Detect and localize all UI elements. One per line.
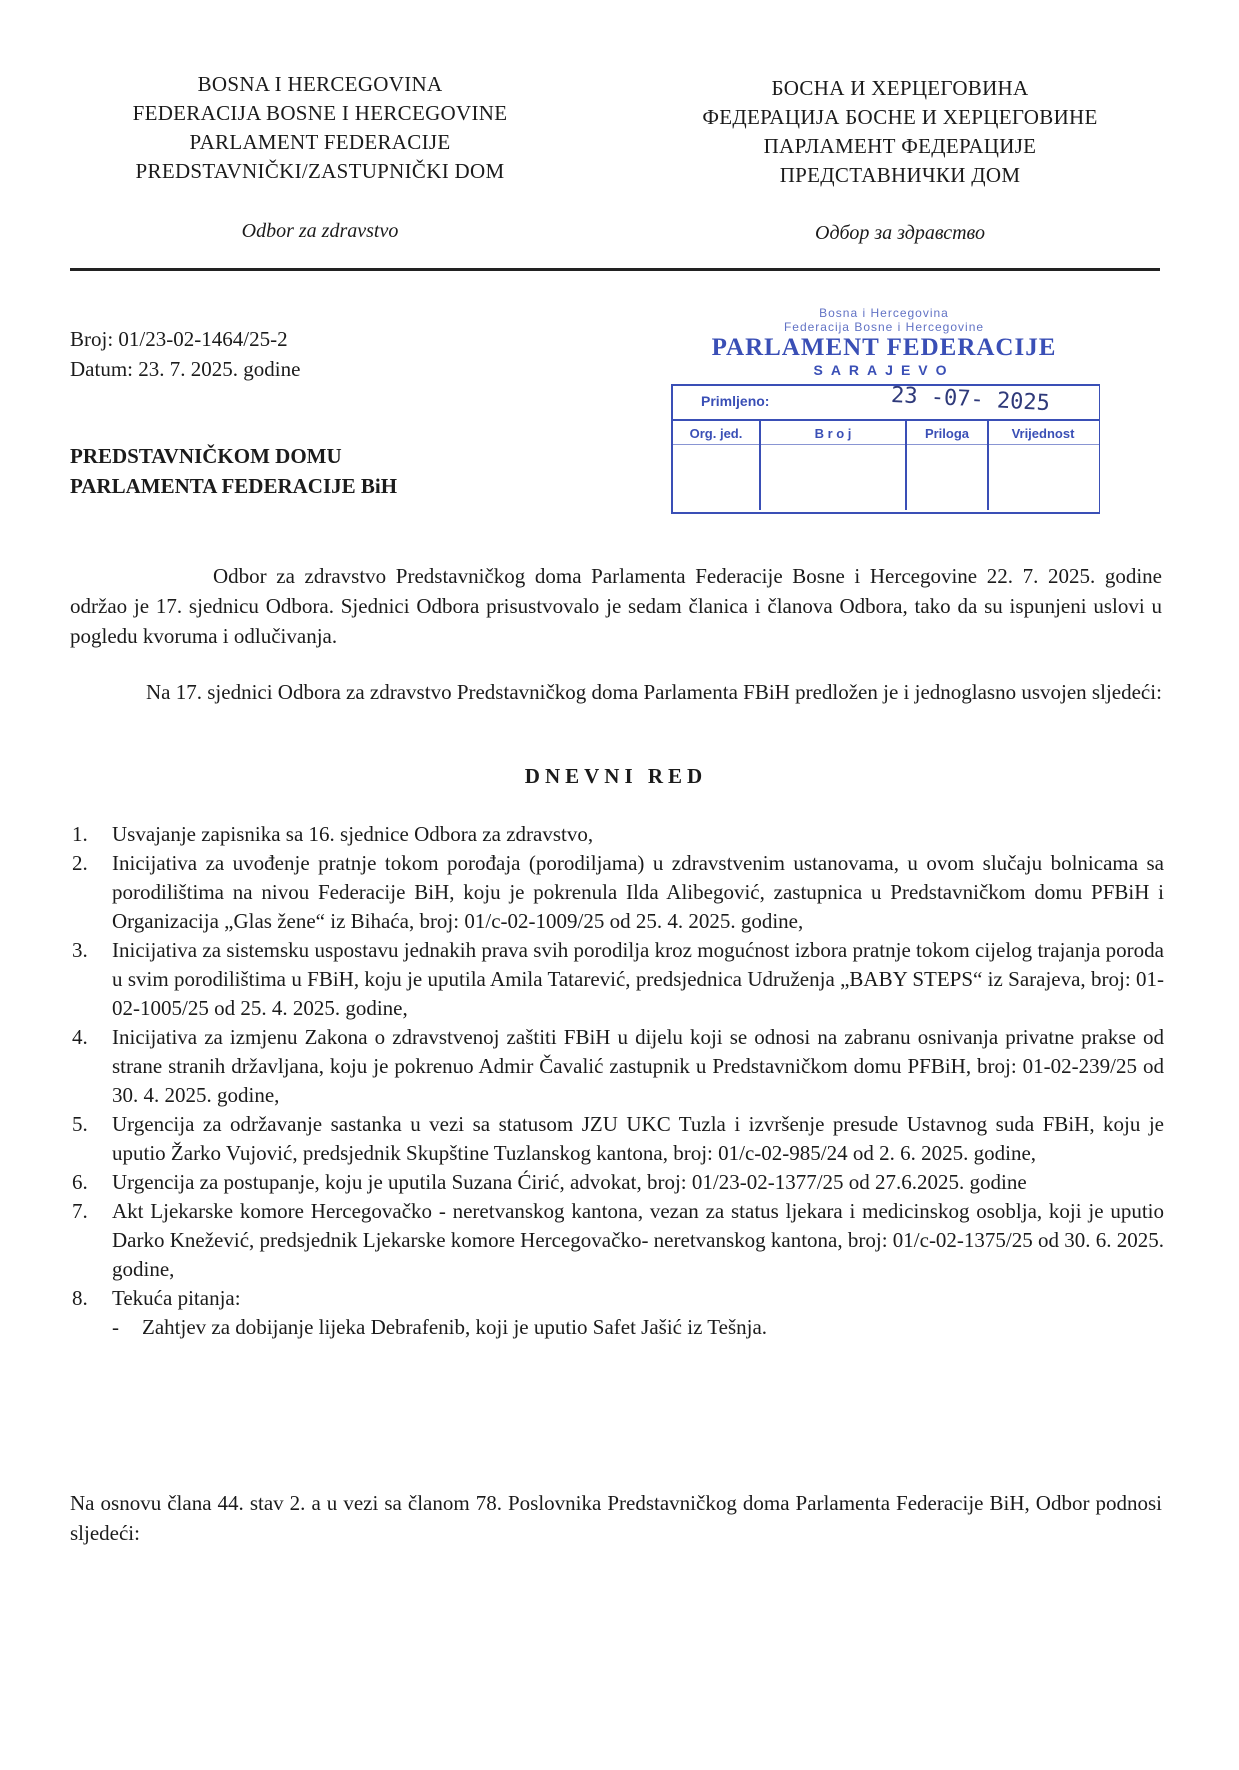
stamp-col-org: Org. jed. [673, 421, 761, 510]
header-cyrillic-line1: БОСНА И ХЕРЦЕГОВИНА [771, 76, 1029, 100]
header-divider [70, 268, 1160, 271]
header-cyrillic-line3: ПАРЛАМЕНТ ФЕДЕРАЦИЈЕ [763, 134, 1037, 158]
document-date: Datum: 23. 7. 2025. godine [70, 357, 301, 381]
committee-latin: Odbor za zdravstvo [241, 220, 399, 242]
agenda-item: 4. Inicijativa za izmjenu Zakona o zdravstvenoj zaštiti FBiH u dijelu koji se odnosi na zabranu osnivanja privatne prakse od strane stranih državljana, koju je pokrenuo Admir Čavalić zastupnik u Predstavničkom domu PFBiH, broj: 01-02-239/25 od 30. 4. 2025. godine, [72, 1025, 1164, 1107]
agenda-subitem: - Zahtjev za dobijanje lijeka Debrafenib, koji je uputio Safet Jašić iz Tešnja. [112, 1315, 768, 1339]
stamp-col-value: Vrijednost [1011, 426, 1075, 441]
header-latin-line1: BOSNA I HERCEGOVINA [197, 72, 443, 96]
header-latin-line4: PREDSTAVNIČKI/ZASTUPNIČKI DOM [135, 159, 505, 183]
agenda-item: 6. Urgencija za postupanje, koju je uputila Suzana Ćirić, advokat, broj: 01/23-02-1377/25 od 27.6.2025. godine [72, 1170, 1027, 1194]
agenda-item: 5. Urgencija za održavanje sastanka u vezi sa statusom JZU UKC Tuzla i izvršenje presude Ustavnog suda FBiH, koju je uputio Žarko Vujović, predsjednik Skupštine Tuzlanskog kantona, broj: 01/c-02-985/24 od 2. 6. 2025. godine, [72, 1112, 1164, 1165]
stamp-line1: Bosna i Hercegovina [819, 306, 949, 320]
stamp-received-label: Primljeno: [701, 393, 770, 409]
stamp-col-number: B r o j [761, 421, 907, 510]
header-latin [90, 70, 550, 186]
stamp-line4: SARAJEVO [813, 362, 955, 378]
agenda-item: 7. Akt Ljekarske komore Hercegovačko - neretvanskog kantona, vezan za status ljekara i medicinskog osoblja, koji je uputio Darko Knežević, predsjednik Ljekarske komore Hercegovačko- neretvanskog kantona, broj: 01/c-02-1375/25 od 30. 6. 2025. godine, [72, 1199, 1165, 1281]
intro-paragraph-1: Odbor za zdravstvo Predstavničkog doma Parlamenta Federacije Bosne i Hercegovine 22. 7. 2025. godine održao je 17. sjednicu Odbora. Sjednici Odbora prisustvovalo je sedam članica i članova Odbora, tako da su ispunjeni uslovi u pogledu kvoruma i odlučivanja. [70, 564, 1162, 648]
agenda-item: 3. Inicijativa za sistemsku uspostavu jednakih prava svih porodilja kroz mogućnost izbora pratnje tokom cijelog trajanja poroda u svim porodilištima u FBiH, koju je uputila Amila Tatarević, predsjednica Udruženja „BABY STEPS“ iz Sarajeva, broj: 01-02-1005/25 od 25. 4. 2025. godine, [72, 938, 1164, 1020]
agenda-list [72, 820, 1164, 1342]
intro-paragraph-2: Na 17. sjednici Odbora za zdravstvo Predstavničkog doma Parlamenta FBiH predložen je i jednoglasno usvojen sljedeći: [146, 680, 1162, 704]
header-latin-line3: PARLAMENT FEDERACIJE [189, 130, 451, 154]
closing-paragraph: Na osnovu člana 44. stav 2. a u vezi sa članom 78. Poslovnika Predstavničkog doma Parlamenta Federacije BiH, Odbor podnosi sljedeći: [70, 1491, 1162, 1545]
stamp-grid [671, 384, 1100, 514]
agenda-title: DNEVNI RED [524, 764, 708, 788]
document-meta [70, 324, 300, 384]
header-cyrillic-line2: ФЕДЕРАЦИЈА БОСНЕ И ХЕРЦЕГОВИНЕ [702, 105, 1098, 129]
stamp-received-date: 23 -07- 2025 [890, 382, 1051, 417]
received-stamp [668, 306, 1100, 516]
document-number: Broj: 01/23-02-1464/25-2 [70, 327, 288, 351]
addressee [70, 441, 397, 501]
committee-cyrillic: Одбор за здравство [815, 222, 985, 244]
header-cyrillic [660, 74, 1140, 190]
agenda-item: 2. Inicijativa za uvođenje pratnje tokom porođaja (porodiljama) u zdravstvenim ustanovama, u ovom slučaju bolnicama sa porodilištima na nivou Federacije BiH, koju je pokrenula Ilda Alibegović, zastupnica u Predstavničkom domu PFBiH i Organizacija „Glas žene“ iz Bihaća, broj: 01/c-02-1009/25 od 25. 4. 2025. godine, [72, 851, 1164, 933]
stamp-received-row [673, 382, 1099, 421]
header-latin-line2: FEDERACIJA BOSNE I HERCEGOVINE [132, 101, 508, 125]
header-cyrillic-line4: ПРЕДСТАВНИЧКИ ДОМ [779, 163, 1021, 187]
agenda-item: 1. Usvajanje zapisnika sa 16. sjednice Odbora za zdravstvo, [72, 822, 594, 846]
stamp-line3: PARLAMENT FEDERACIJE [711, 334, 1057, 361]
addressee-line1: PREDSTAVNIČKOM DOMU [70, 444, 342, 468]
stamp-line2: Federacija Bosne i Hercegovine [783, 320, 985, 334]
addressee-line2: PARLAMENTA FEDERACIJE BiH [70, 474, 398, 498]
stamp-col-attachments: Priloga [907, 421, 989, 510]
agenda-item: 8. Tekuća pitanja: [72, 1286, 241, 1310]
stamp-row-line [673, 444, 1099, 445]
